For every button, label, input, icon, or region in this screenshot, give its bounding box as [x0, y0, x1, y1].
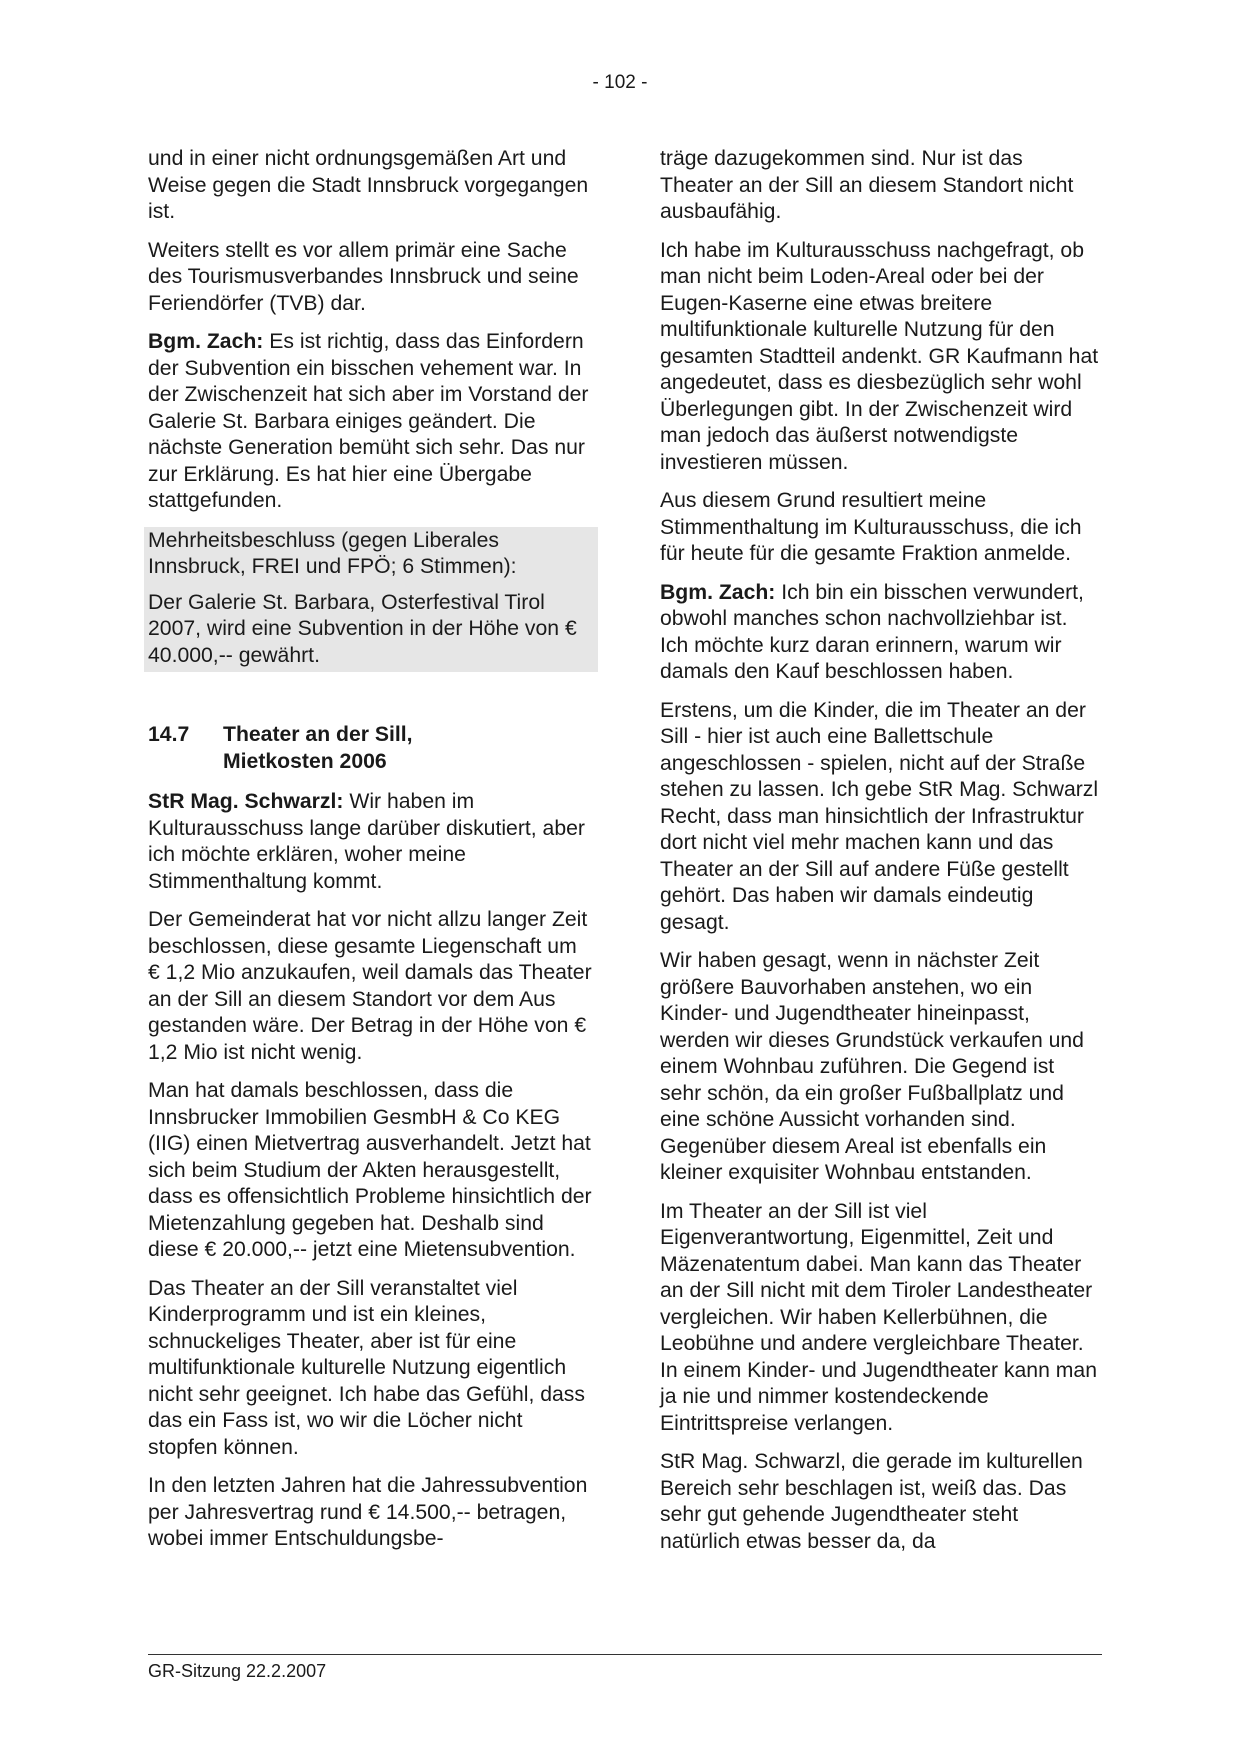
paragraph: Das Theater an der Sill veranstaltet viel Kinderprogramm und ist ein kleines, schnuckeliges Theater, aber ist für eine multifunktionale kulturelle Nutzung eigentlich nicht sehr geeignet. Ich habe das Gefühl, dass das ein Fass ist, wo wir die Löcher nicht stopfen können. — [148, 1276, 585, 1459]
resolution-box — [144, 527, 598, 673]
paragraph — [660, 580, 1100, 686]
paragraph: Weiters stellt es vor allem primär eine Sache des Tourismusverbandes Innsbruck und seine Feriendörfer (TVB) dar. — [148, 238, 579, 315]
speech-text: Ich bin ein bisschen verwundert, obwohl manches schon nachvollziehbar ist. Ich möchte kurz daran erinnern, warum wir damals den Kauf beschlossen haben. — [660, 580, 1084, 683]
section-heading — [148, 722, 594, 775]
left-column — [148, 146, 594, 1553]
footer-session-date: GR-Sitzung 22.2.2007 — [148, 1661, 327, 1681]
paragraph: Aus diesem Grund resultiert meine Stimmenthaltung im Kulturausschuss, die ich für heute für die gesamte Fraktion anmelde. — [660, 489, 1082, 565]
paragraph: Im Theater an der Sill ist viel Eigenverantwortung, Eigenmittel, Zeit und Mäzenatentum dabei. Man kann das Theater an der Sill nicht mit dem Tiroler Landestheater vergleichen. Wir haben Kellerbühnen, die Leobühne und andere vergleichbare Theater. In einem Kinder- und Jugendtheater kann man ja nie und nimmer kostendeckende Eintrittspreise verlangen. — [660, 1199, 1097, 1435]
section-title — [223, 722, 413, 775]
paragraph: In den letzten Jahren hat die Jahressubvention per Jahresvertrag rund € 14.500,-- betragen, wobei immer Entschuldungsbe- — [148, 1474, 588, 1550]
paragraph: Man hat damals beschlossen, dass die Innsbrucker Immobilien GesmbH & Co KEG (IIG) einen Mietvertrag ausverhandelt. Jetzt hat sich beim Studium der Akten herausgestellt, dass es offensichtlich Probleme hinsichtlich der Mietenzahlung gegeben hat. Deshalb sind diese € 20.000,-- jetzt eine Mietensubvention. — [148, 1079, 592, 1261]
speaker-name: StR Mag. Schwarzl: — [148, 790, 344, 813]
paragraph: Wir haben gesagt, wenn in nächster Zeit größere Bauvorhaben anstehen, wo ein Kinder- und Jugendtheater hineinpasst, werden wir dieses Grundstück verkaufen und einem Wohnbau zuführen. Die Gegend ist sehr schön, da ein großer Fußballplatz und eine schöne Aussicht vorhanden sind. Gegenüber diesem Areal ist ebenfalls ein kleiner exquisiter Wohnbau entstanden. — [660, 949, 1084, 1184]
speaker-name: Bgm. Zach: — [148, 330, 264, 353]
speaker-name: Bgm. Zach: — [660, 580, 776, 604]
resolution-title: Mehrheitsbeschluss (gegen Liberales Innsbruck, FREI und FPÖ; 6 Stimmen): — [148, 528, 517, 578]
section-number: 14.7 — [148, 723, 190, 746]
paragraph: Erstens, um die Kinder, die im Theater an der Sill - hier ist auch eine Ballettschule angeschlossen - spielen, nicht auf der Straße stehen zu lassen. Ich gebe StR Mag. Schwarzl Recht, dass man hinsichtlich der Infrastruktur dort nicht viel mehr machen kann und das Theater an der Sill auf andere Füße gestellt gehört. Das haben wir damals eindeutig gesagt. — [660, 698, 1099, 934]
paragraph: träge dazugekommen sind. Nur ist das Theater an der Sill an diesem Standort nicht ausbaufähig. — [660, 147, 1074, 223]
page-number: - 102 - — [592, 72, 648, 93]
section-title-line: Theater an der Sill, — [223, 723, 413, 746]
speech-text: Es ist richtig, dass das Einfordern der Subvention ein bisschen vehement war. In der Zwischenzeit hat sich aber im Vorstand der Galerie St. Barbara einiges geändert. Die nächste Generation bemüht sich sehr. Das nur zur Erklärung. Es hat hier eine Übergabe stattgefunden. — [148, 330, 589, 512]
paragraph: Ich habe im Kulturausschuss nachgefragt, ob man nicht beim Loden-Areal oder bei der Eugen-Kaserne eine etwas breitere multifunktionale kulturelle Nutzung für den gesamten Stadtteil andenkt. GR Kaufmann hat angedeutet, dass es diesbezüglich sehr wohl Überlegungen gibt. In der Zwischenzeit wird man jedoch das äußerst notwendigste investieren müssen. — [660, 238, 1099, 474]
speech-text: Wir haben im Kulturausschuss lange darüber diskutiert, aber ich möchte erklären, woher meine Stimmenthaltung kommt. — [148, 790, 585, 893]
right-column — [660, 146, 1100, 1555]
footer-divider — [148, 1654, 1102, 1655]
paragraph: StR Mag. Schwarzl, die gerade im kulturellen Bereich sehr beschlagen ist, weiß das. Das sehr gut gehende Jugendtheater steht natürlich etwas besser da, da — [660, 1450, 1083, 1553]
section-title-line: Mietkosten 2006 — [223, 749, 387, 773]
paragraph — [148, 789, 594, 895]
paragraph — [148, 329, 594, 515]
resolution-text: Der Galerie St. Barbara, Osterfestival Tirol 2007, wird eine Subvention in der Höhe von € 40.000,-- gewährt. — [148, 590, 577, 667]
paragraph: Der Gemeinderat hat vor nicht allzu langer Zeit beschlossen, diese gesamte Liegenschaft um € 1,2 Mio anzukaufen, weil damals das Theater an der Sill an diesem Standort vor dem Aus gestanden wäre. Der Betrag in der Höhe von € 1,2 Mio ist nicht wenig. — [148, 908, 592, 1064]
paragraph: und in einer nicht ordnungsgemäßen Art und Weise gegen die Stadt Innsbruck vorgegangen ist. — [148, 147, 589, 223]
